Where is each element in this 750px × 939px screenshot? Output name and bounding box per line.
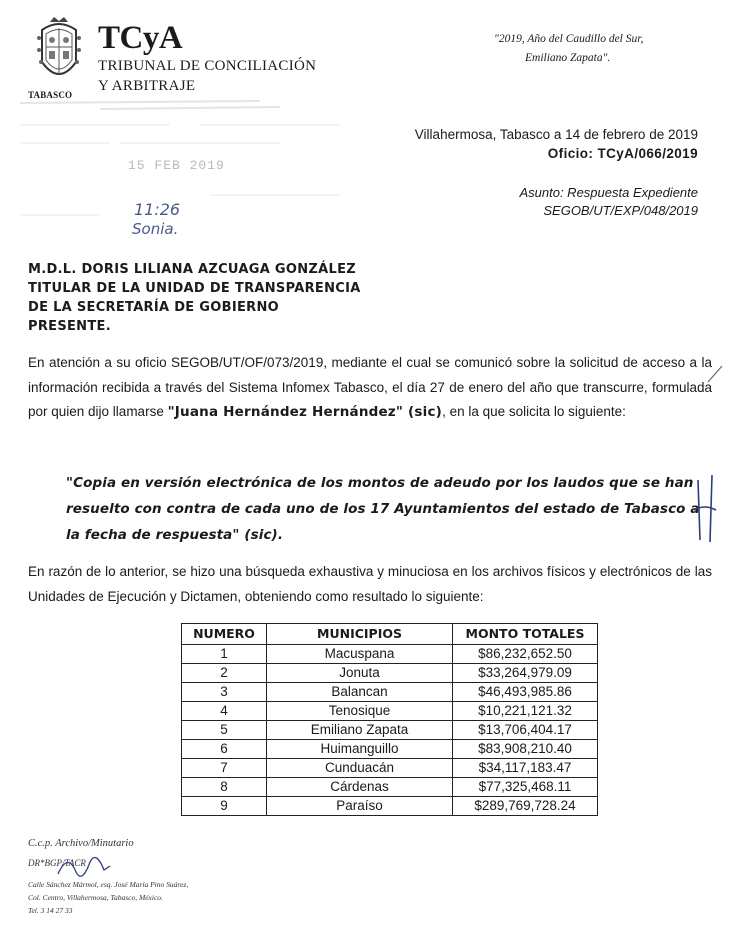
margin-initial-mark-icon bbox=[690, 470, 720, 550]
body-paragraph-1-end: , en la que solicita lo siguiente: bbox=[442, 404, 626, 419]
cell-municipio: Emiliano Zapata bbox=[267, 721, 453, 740]
table-row bbox=[182, 778, 598, 797]
handwritten-name: Sonia. bbox=[132, 220, 179, 238]
header-municipios: MUNICIPIOS bbox=[267, 624, 453, 645]
table-header-row bbox=[182, 624, 598, 645]
body-paragraph-1-text: En atención a su oficio SEGOB/UT/OF/073/2019, mediante el cual se comunicó sobre la solicitud de acceso a la información recibida a través del Sistema Infomex Tabasco, el día 27 de enero del año que transcurre, formulada por quien dijo llamarse bbox=[28, 355, 712, 419]
body-paragraph-1 bbox=[28, 351, 712, 425]
cell-municipio: Cárdenas bbox=[267, 778, 453, 797]
addressee-name: M.D.L. DORIS LILIANA AZCUAGA GONZÁLEZ bbox=[28, 262, 356, 277]
cell-number: 7 bbox=[182, 759, 267, 778]
margin-tick-mark-icon bbox=[706, 362, 726, 386]
cell-amount: $46,493,985.86 bbox=[453, 683, 598, 702]
institution-acronym: TCyA bbox=[98, 20, 183, 56]
cell-municipio: Paraíso bbox=[267, 797, 453, 816]
table-row bbox=[182, 683, 598, 702]
addressee-department: DE LA SECRETARÍA DE GOBIERNO bbox=[28, 300, 279, 315]
signature-scribble-icon bbox=[54, 848, 114, 884]
cell-number: 9 bbox=[182, 797, 267, 816]
cell-municipio: Balancan bbox=[267, 683, 453, 702]
reference-initials: DR*BGP/TACR bbox=[28, 858, 86, 868]
header-numero: NUMERO bbox=[182, 624, 267, 645]
cell-amount: $77,325,468.11 bbox=[453, 778, 598, 797]
cell-municipio: Cunduacán bbox=[267, 759, 453, 778]
seal-label: TABASCO bbox=[28, 90, 73, 100]
table-row bbox=[182, 721, 598, 740]
tabasco-coat-of-arms-icon bbox=[34, 16, 84, 88]
address-phone: Tel. 3 14 27 33 bbox=[28, 906, 73, 915]
cell-number: 3 bbox=[182, 683, 267, 702]
cell-number: 2 bbox=[182, 664, 267, 683]
header-monto: MONTO TOTALES bbox=[453, 624, 598, 645]
cell-municipio: Jonuta bbox=[267, 664, 453, 683]
ccp-line: C.c.p. Archivo/Minutario bbox=[28, 838, 134, 849]
cell-number: 6 bbox=[182, 740, 267, 759]
body-paragraph-2: En razón de lo anterior, se hizo una búsqueda exhaustiva y minuciosa en los archivos físicos y electrónicos de las Unidades de Ejecución y Dictamen, obteniendo como resultado lo siguiente: bbox=[28, 564, 712, 604]
oficio-number: Oficio: TCyA/066/2019 bbox=[547, 146, 698, 161]
amounts-table bbox=[181, 623, 598, 816]
motto-line1: "2019, Año del Caudillo del Sur, bbox=[494, 33, 644, 45]
asunto-line2: SEGOB/UT/EXP/048/2019 bbox=[543, 203, 698, 218]
addressee-presente: PRESENTE. bbox=[28, 319, 111, 334]
table-row bbox=[182, 645, 598, 664]
handwritten-time: 11:26 bbox=[134, 200, 181, 219]
asunto-line1: Asunto: Respuesta Expediente bbox=[519, 185, 698, 200]
table-row bbox=[182, 740, 598, 759]
cell-number: 8 bbox=[182, 778, 267, 797]
received-stamp-date: 15 FEB 2019 bbox=[128, 158, 225, 173]
cell-amount: $34,117,183.47 bbox=[453, 759, 598, 778]
addressee-title: TITULAR DE LA UNIDAD DE TRANSPARENCIA bbox=[28, 281, 361, 296]
place-date: Villahermosa, Tabasco a 14 de febrero de 2019 bbox=[414, 127, 698, 142]
institution-name-line1: TRIBUNAL DE CONCILIACIÓN bbox=[98, 58, 317, 74]
requester-name: "Juana Hernández Hernández" (sic) bbox=[167, 404, 443, 420]
cell-municipio: Macuspana bbox=[267, 645, 453, 664]
cell-amount: $86,232,652.50 bbox=[453, 645, 598, 664]
cell-amount: $10,221,121.32 bbox=[453, 702, 598, 721]
cell-municipio: Huimanguillo bbox=[267, 740, 453, 759]
institution-name-line2: Y ARBITRAJE bbox=[98, 78, 196, 94]
cell-amount: $83,908,210.40 bbox=[453, 740, 598, 759]
cell-municipio: Tenosique bbox=[267, 702, 453, 721]
cell-number: 4 bbox=[182, 702, 267, 721]
table-row bbox=[182, 797, 598, 816]
cell-amount: $33,264,979.09 bbox=[453, 664, 598, 683]
cell-amount: $289,769,728.24 bbox=[453, 797, 598, 816]
cell-number: 5 bbox=[182, 721, 267, 740]
cell-amount: $13,706,404.17 bbox=[453, 721, 598, 740]
address-line1: Calle Sánchez Mármol, esq. José María Pino Suárez, bbox=[28, 880, 189, 889]
table-row bbox=[182, 702, 598, 721]
table-row bbox=[182, 664, 598, 683]
motto-line2: Emiliano Zapata". bbox=[525, 52, 611, 64]
address-line2: Col. Centro, Villahermosa, Tabasco, México. bbox=[28, 893, 163, 902]
cell-number: 1 bbox=[182, 645, 267, 664]
table-row bbox=[182, 759, 598, 778]
request-quote: "Copia en versión electrónica de los montos de adeudo por los laudos que se han resuelto con contra de cada uno de los 17 Ayuntamientos del estado de Tabasco a la fecha de respuesta" (sic). bbox=[66, 475, 700, 543]
